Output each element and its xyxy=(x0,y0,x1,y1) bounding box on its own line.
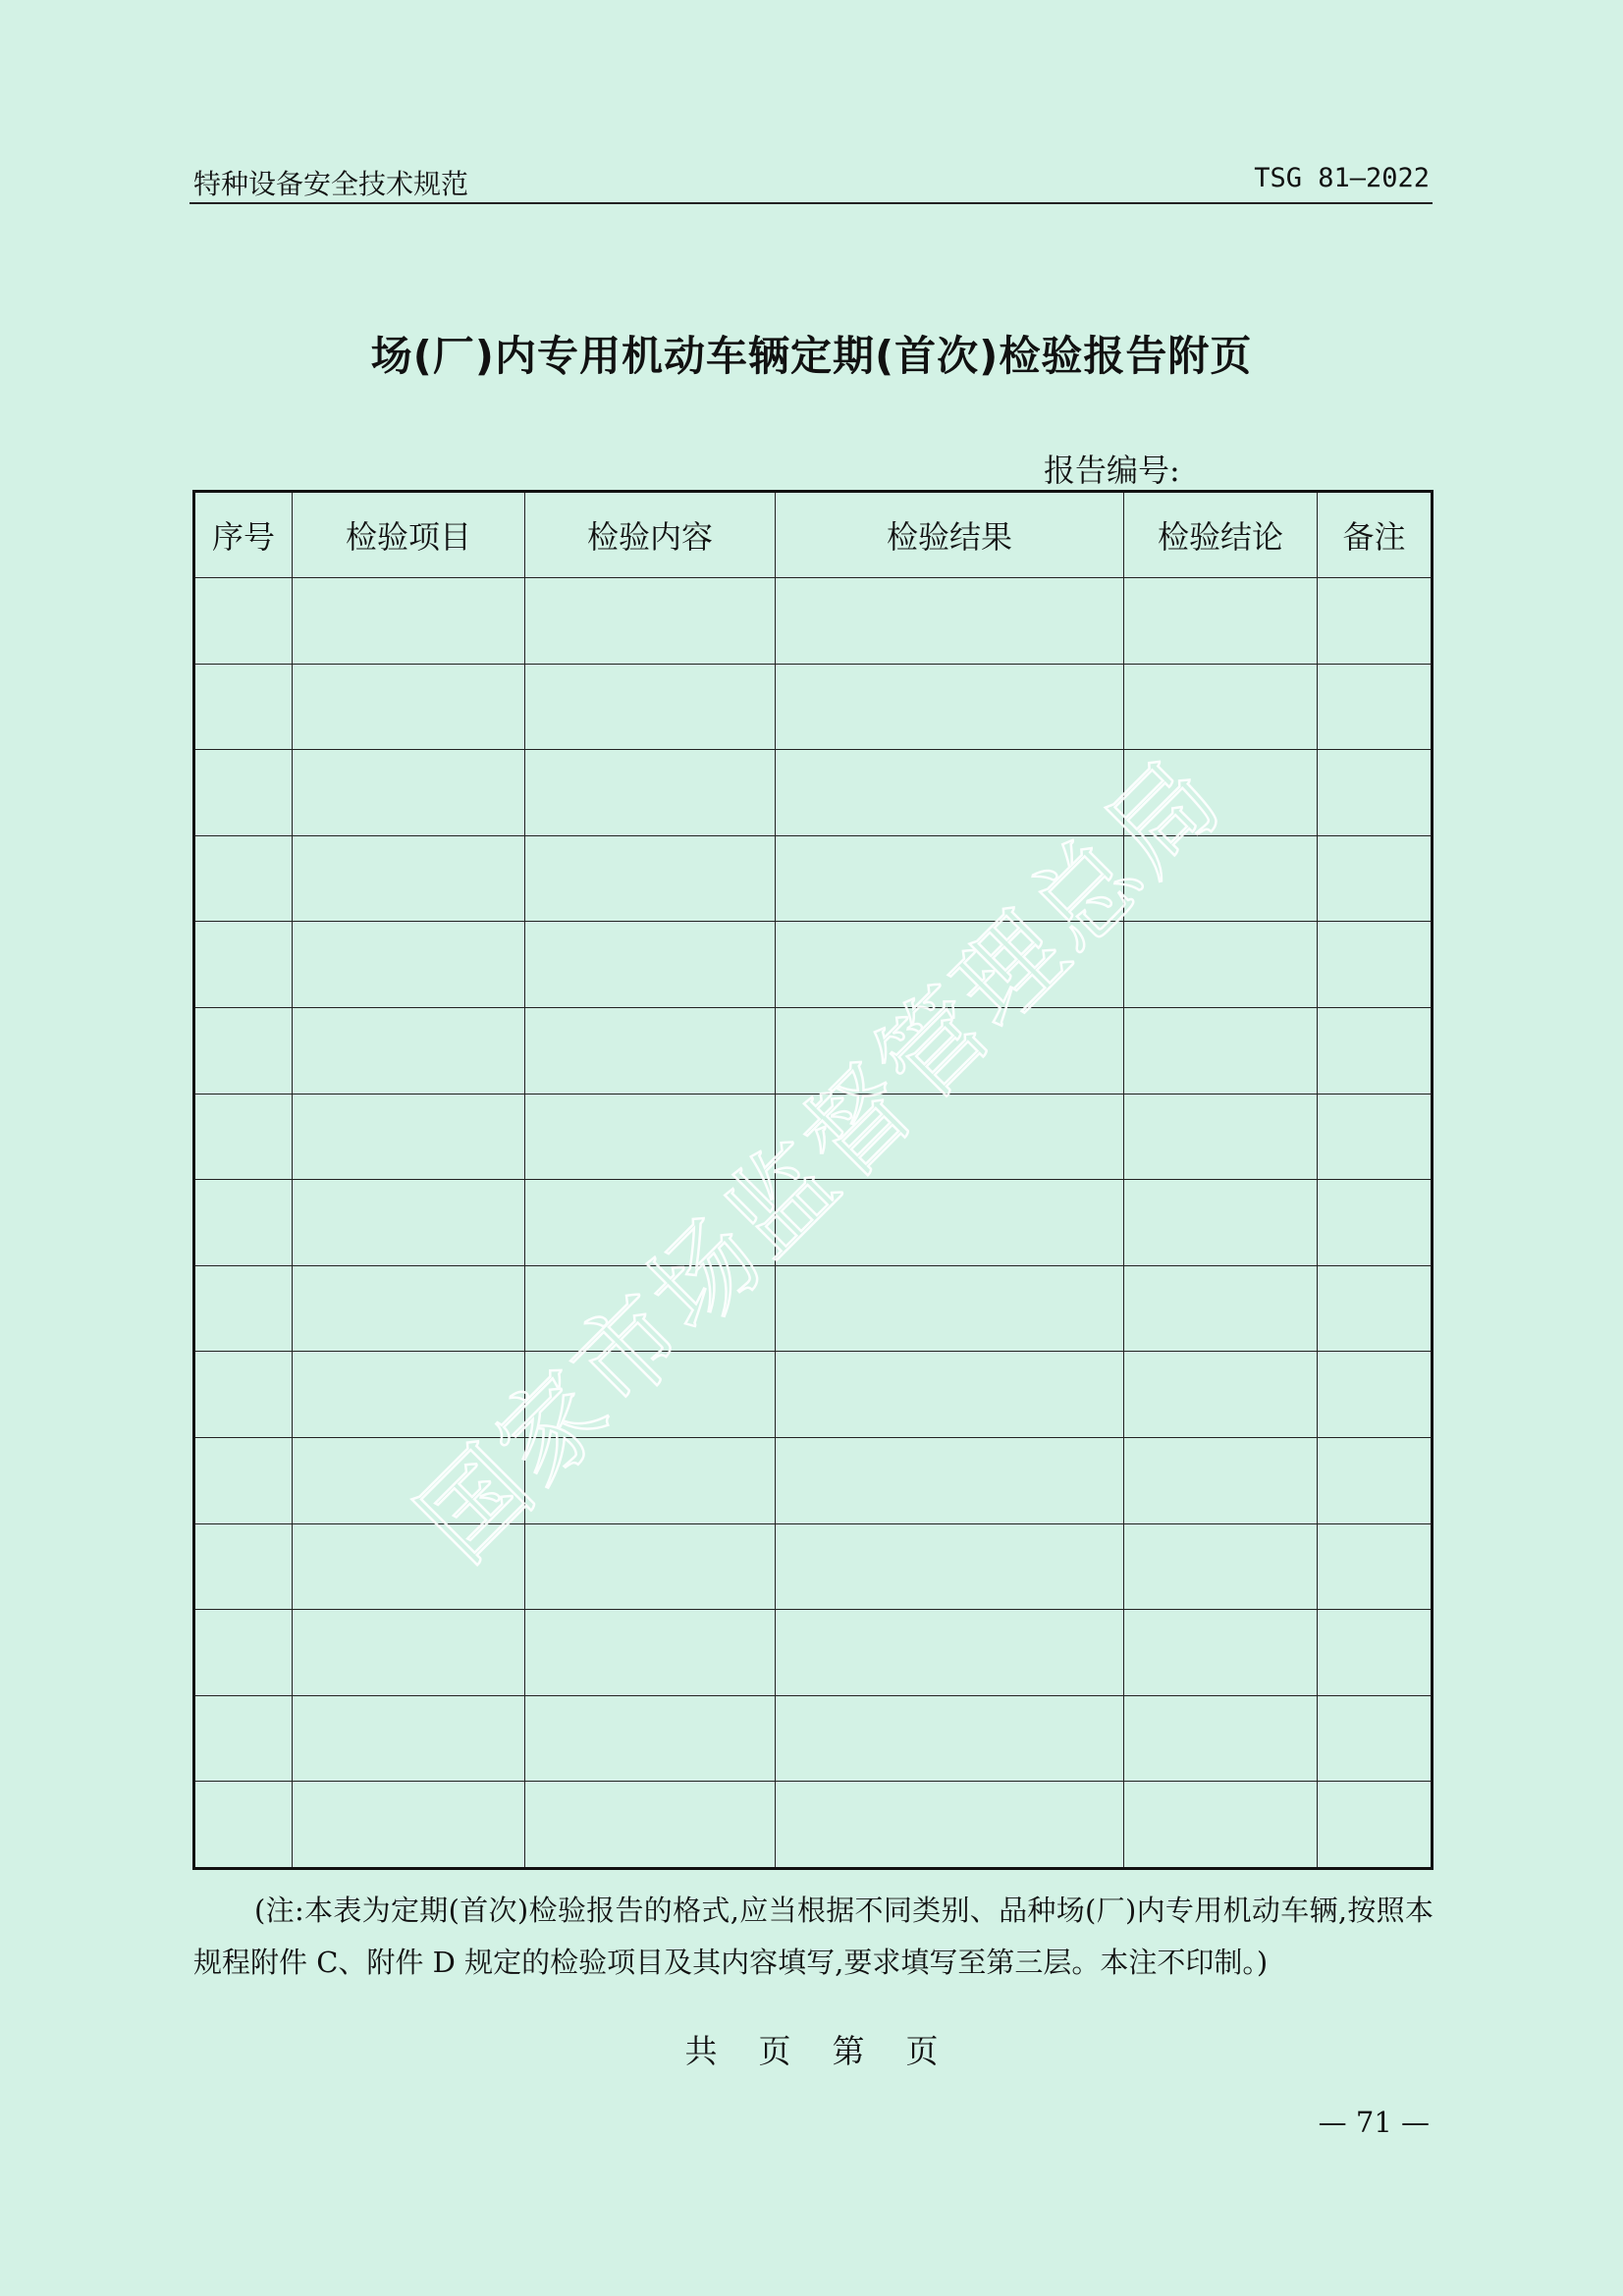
table-cell xyxy=(525,1523,776,1610)
table-cell xyxy=(1318,1523,1433,1610)
table-cell xyxy=(525,1782,776,1869)
table-cell xyxy=(194,664,293,750)
table-cell xyxy=(293,1695,525,1782)
table-cell xyxy=(194,578,293,665)
column-header-serial: 序号 xyxy=(194,492,293,578)
table-cell xyxy=(293,1610,525,1696)
table-cell xyxy=(1318,1180,1433,1266)
table-cell xyxy=(525,835,776,922)
table-cell xyxy=(1318,1352,1433,1438)
table-cell xyxy=(525,750,776,836)
table-cell xyxy=(194,1437,293,1523)
table-cell xyxy=(1318,1094,1433,1180)
table-cell xyxy=(194,1523,293,1610)
table-cell xyxy=(1124,1007,1318,1094)
table-cell xyxy=(1124,1180,1318,1266)
table-row xyxy=(194,664,1433,750)
pagination-current-label: 第 xyxy=(832,2032,865,2070)
table-cell xyxy=(194,1007,293,1094)
table-cell xyxy=(293,1265,525,1352)
table-cell xyxy=(194,1610,293,1696)
table-row xyxy=(194,1265,1433,1352)
table-cell xyxy=(1124,1695,1318,1782)
pagination-total-label: 共 xyxy=(684,2032,718,2070)
page-title: 场(厂)内专用机动车辆定期(首次)检验报告附页 xyxy=(370,332,1253,380)
table-cell xyxy=(1318,578,1433,665)
table-note-text: (注:本表为定期(首次)检验报告的格式,应当根据不同类别、品种场(厂)内专用机动车辆,按照本规程附件 C、附件 D 规定的检验项目及其内容填写,要求填写至第三层。本注不印制。) xyxy=(193,1894,1434,1979)
table-cell xyxy=(194,1094,293,1180)
table-cell xyxy=(776,1523,1124,1610)
table-cell xyxy=(776,1352,1124,1438)
table-cell xyxy=(1124,1782,1318,1869)
table-cell xyxy=(293,922,525,1008)
table-cell xyxy=(194,750,293,836)
table-row xyxy=(194,1782,1433,1869)
table-cell xyxy=(1124,1610,1318,1696)
table-row xyxy=(194,1523,1433,1610)
table-cell xyxy=(525,578,776,665)
table-cell xyxy=(1318,664,1433,750)
table-cell xyxy=(1318,1782,1433,1869)
table-cell xyxy=(776,1695,1124,1782)
table-cell xyxy=(194,835,293,922)
table-cell xyxy=(525,1007,776,1094)
table-cell xyxy=(776,578,1124,665)
table-cell xyxy=(293,578,525,665)
table-cell xyxy=(525,922,776,1008)
header-standard-code: TSG 81—2022 xyxy=(1254,163,1430,193)
pagination-total-unit: 页 xyxy=(758,2032,791,2070)
table-cell xyxy=(1318,835,1433,922)
table-row xyxy=(194,835,1433,922)
report-number-label: 报告编号: xyxy=(1044,452,1180,489)
pagination-line xyxy=(0,2026,1623,2072)
table-cell xyxy=(293,1094,525,1180)
table-cell xyxy=(1318,1437,1433,1523)
table-row xyxy=(194,1437,1433,1523)
table-cell xyxy=(1124,1523,1318,1610)
table-cell xyxy=(525,664,776,750)
table-cell xyxy=(1318,1265,1433,1352)
table-cell xyxy=(293,835,525,922)
table-cell xyxy=(776,1610,1124,1696)
table-cell xyxy=(1318,1695,1433,1782)
table-cell xyxy=(776,1265,1124,1352)
table-cell xyxy=(293,664,525,750)
table-row xyxy=(194,1610,1433,1696)
table-cell xyxy=(194,1352,293,1438)
table-cell xyxy=(1318,1610,1433,1696)
table-row xyxy=(194,578,1433,665)
table-cell xyxy=(194,1695,293,1782)
table-cell xyxy=(293,750,525,836)
table-note xyxy=(193,1885,1434,1989)
table-cell xyxy=(1318,1007,1433,1094)
column-header-conclusion: 检验结论 xyxy=(1124,492,1318,578)
pagination-current-unit: 页 xyxy=(905,2032,939,2070)
column-header-remarks: 备注 xyxy=(1318,492,1433,578)
table-row xyxy=(194,1695,1433,1782)
header-divider xyxy=(189,202,1433,204)
table-cell xyxy=(1124,1094,1318,1180)
table-header-row xyxy=(194,492,1433,578)
table-cell xyxy=(194,1265,293,1352)
table-cell xyxy=(1318,922,1433,1008)
table-row xyxy=(194,1352,1433,1438)
table-cell xyxy=(776,1437,1124,1523)
table-cell xyxy=(1124,1352,1318,1438)
watermark: 国家市场监督管理总局 xyxy=(396,734,1246,1584)
column-header-content: 检验内容 xyxy=(525,492,776,578)
table-cell xyxy=(194,922,293,1008)
column-header-item: 检验项目 xyxy=(293,492,525,578)
table-cell xyxy=(194,1782,293,1869)
column-header-result: 检验结果 xyxy=(776,492,1124,578)
table-cell xyxy=(194,1180,293,1266)
table-cell xyxy=(293,1180,525,1266)
table-cell xyxy=(1318,750,1433,836)
table-cell xyxy=(293,1782,525,1869)
table-cell xyxy=(1124,922,1318,1008)
table-cell xyxy=(776,664,1124,750)
table-cell xyxy=(525,1610,776,1696)
page-number: — 71 — xyxy=(1318,2106,1430,2139)
table-cell xyxy=(525,1695,776,1782)
header-standard-title: 特种设备安全技术规范 xyxy=(193,168,469,200)
table-row xyxy=(194,922,1433,1008)
table-cell xyxy=(776,1782,1124,1869)
table-cell xyxy=(293,1007,525,1094)
table-cell xyxy=(1124,1265,1318,1352)
table-cell xyxy=(1124,1437,1318,1523)
table-cell xyxy=(1124,578,1318,665)
